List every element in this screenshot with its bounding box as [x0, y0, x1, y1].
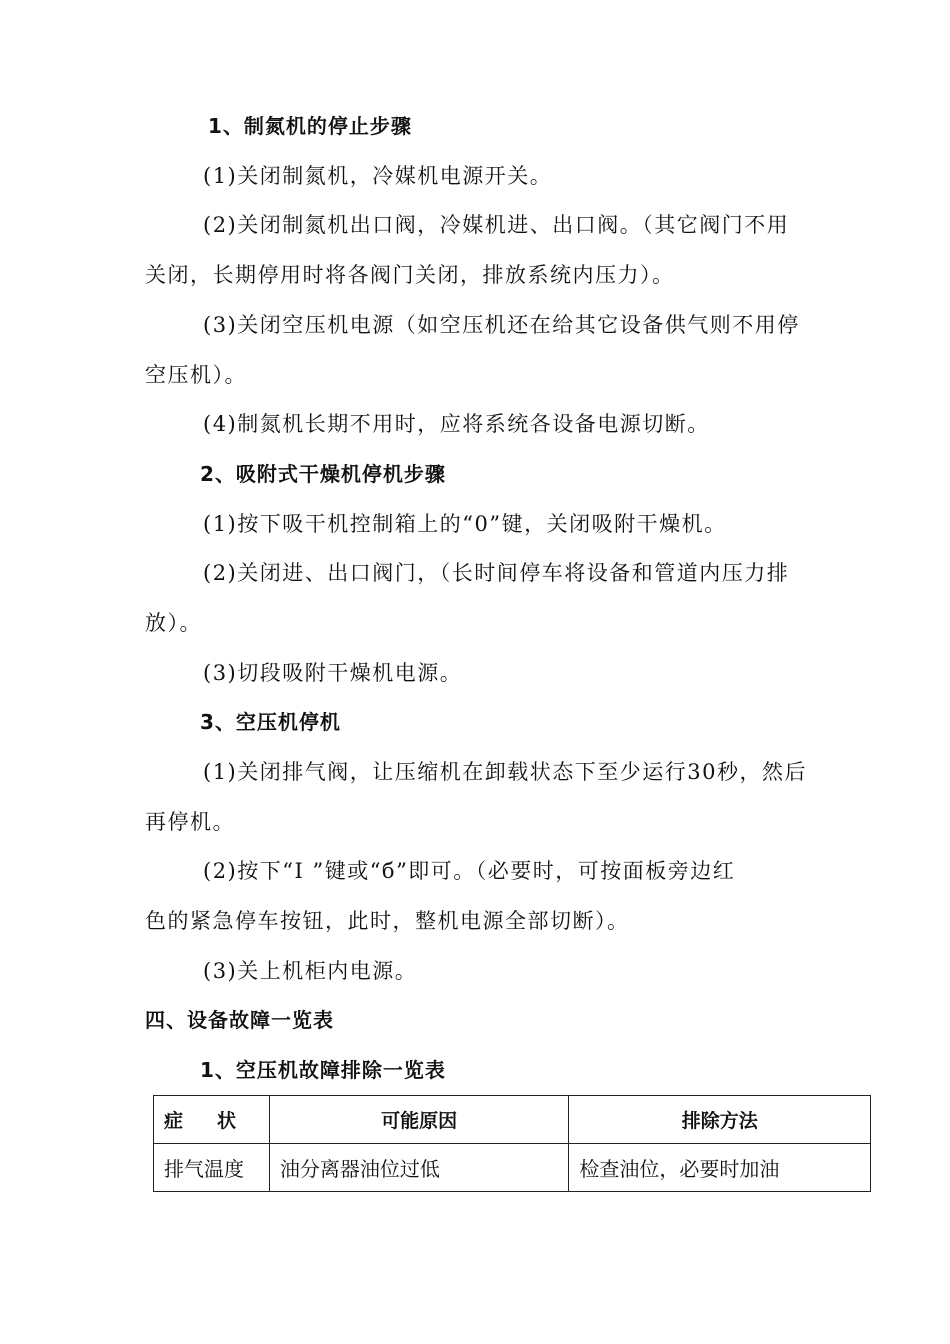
paragraph: (3)关上机柜内电源。 — [203, 959, 418, 983]
paragraph: 空压机）。 — [145, 363, 247, 387]
header-symptom-b: 状 — [217, 1110, 237, 1132]
paragraph: (3)关闭空压机电源（如空压机还在给其它设备供气则不用停 — [203, 313, 800, 337]
header-fix: 排除方法 — [569, 1096, 871, 1144]
cell-fix: 检查油位，必要时加油 — [569, 1144, 871, 1192]
heading-compressor-faults: 1、空压机故障排除一览表 — [200, 1058, 446, 1082]
paragraph: 关闭，长期停用时将各阀门关闭，排放系统内压力）。 — [145, 263, 675, 287]
heading-fault-table: 四、设备故障一览表 — [145, 1008, 334, 1032]
cell-symptom: 排气温度 — [154, 1144, 270, 1192]
heading-dryer-stop: 2、吸附式干燥机停机步骤 — [200, 462, 446, 486]
cell-cause: 油分离器油位过低 — [269, 1144, 569, 1192]
header-symptom — [154, 1096, 270, 1144]
table-header-row — [154, 1096, 871, 1144]
paragraph: (3)切段吸附干燥机电源。 — [203, 661, 463, 685]
table-row — [154, 1144, 871, 1192]
fault-table — [153, 1095, 871, 1192]
heading-nitrogen-stop: 1、制氮机的停止步骤 — [208, 114, 412, 138]
paragraph: 再停机。 — [145, 810, 235, 834]
paragraph: 放）。 — [145, 611, 202, 635]
paragraph: (2)按下“I ”键或“б”即可。（必要时，可按面板旁边红 — [203, 859, 736, 883]
paragraph: (4)制氮机长期不用时，应将系统各设备电源切断。 — [203, 412, 710, 436]
paragraph: (1)按下吸干机控制箱上的“0”键，关闭吸附干燥机。 — [203, 512, 727, 536]
paragraph: (2)关闭进、出口阀门，（长时间停车将设备和管道内压力排 — [203, 561, 790, 585]
paragraph: (2)关闭制氮机出口阀，冷媒机进、出口阀。（其它阀门不用 — [203, 213, 790, 237]
paragraph: 色的紧急停车按钮，此时，整机电源全部切断）。 — [145, 909, 630, 933]
paragraph: (1)关闭排气阀，让压缩机在卸载状态下至少运行30秒，然后 — [203, 760, 807, 784]
header-symptom-a: 症 — [164, 1110, 184, 1132]
heading-compressor-stop: 3、空压机停机 — [200, 710, 341, 734]
paragraph: (1)关闭制氮机，冷媒机电源开关。 — [203, 164, 553, 188]
header-cause: 可能原因 — [269, 1096, 569, 1144]
